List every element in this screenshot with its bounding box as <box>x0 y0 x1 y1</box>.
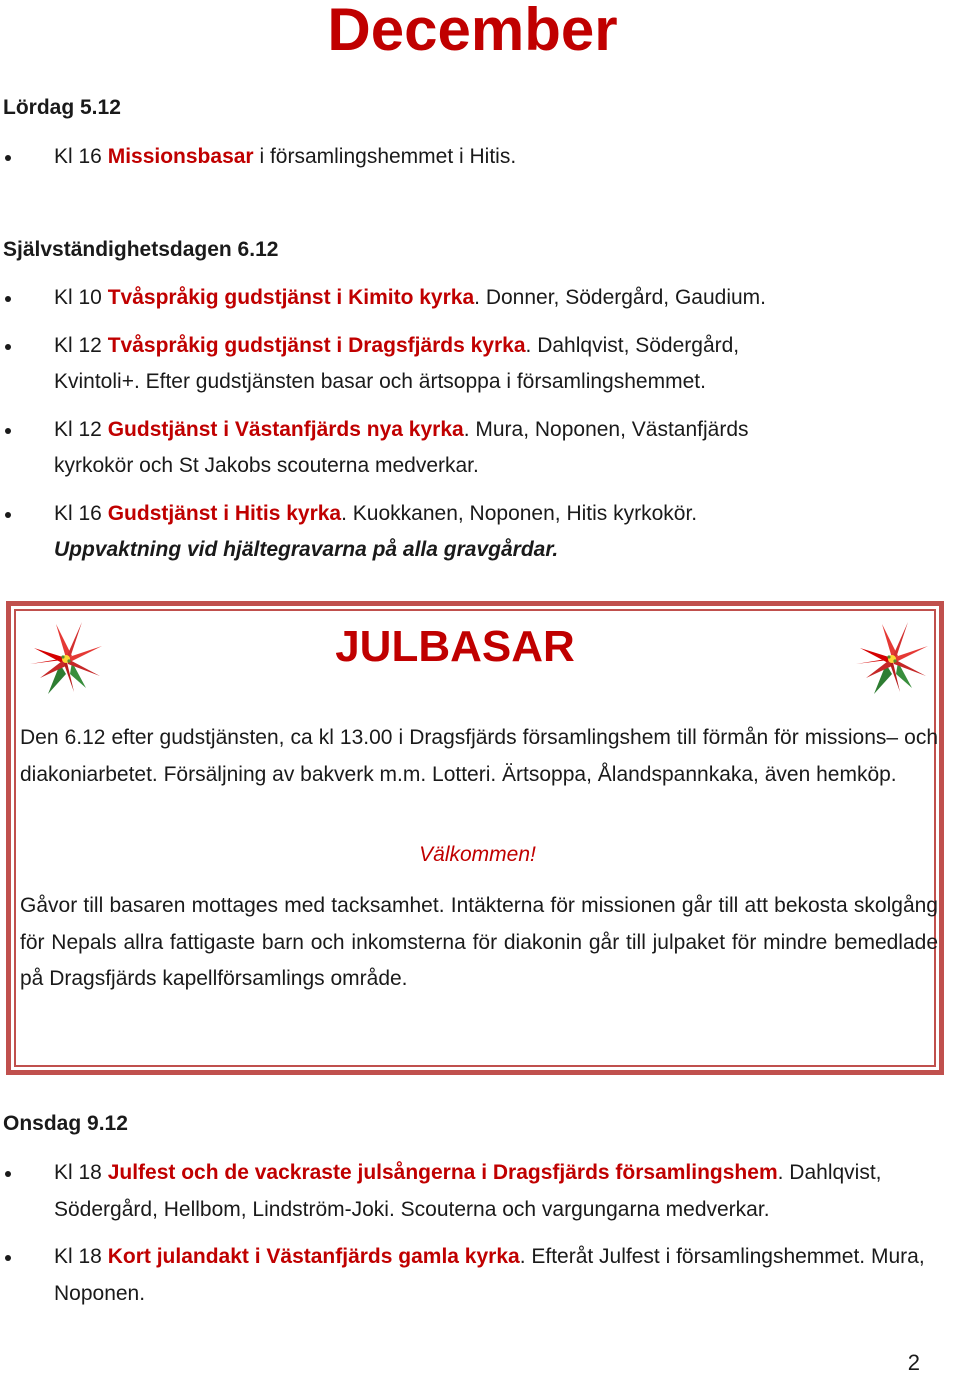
event-time: Kl 16 <box>54 501 108 525</box>
event-time: Kl 12 <box>54 333 108 357</box>
event-item <box>0 280 934 317</box>
event-details: . Donner, Södergård, Gaudium. <box>474 286 766 309</box>
event-details: . Mura, Noponen, Västanfjärds kyrkokör och St Jakobs scouterna medverkar. <box>54 417 749 477</box>
bullet-icon <box>5 512 11 518</box>
bullet-icon <box>5 344 11 350</box>
event-item <box>0 1155 934 1228</box>
julbasar-box <box>6 601 944 1075</box>
event-item <box>0 328 784 401</box>
event-item <box>0 412 814 485</box>
event-time: Kl 12 <box>54 417 108 441</box>
event-item <box>0 496 934 569</box>
event-title: Kort julandakt i Västanfjärds gamla kyrka <box>107 1245 520 1268</box>
day-heading-lordag: Lördag 5.12 <box>3 96 121 119</box>
event-details: . Kuokkanen, Noponen, Hitis kyrkokör. <box>341 501 698 525</box>
event-details: . Efteråt Julfest i församlingshemmet. Mura, Noponen. <box>54 1245 925 1305</box>
event-time: Kl 16 <box>54 145 108 168</box>
event-list-lordag <box>0 139 934 187</box>
event-time: Kl 18 <box>54 1161 108 1184</box>
event-title: Tvåspråkig gudstjänst i Kimito kyrka <box>107 286 475 309</box>
event-note: Uppvaktning vid hjältegravarna på alla gravgårdar. <box>54 538 559 561</box>
bullet-icon <box>5 428 11 434</box>
event-item <box>0 1239 934 1312</box>
julbasar-donations: Gåvor till basaren mottages med tacksamhet. Intäkterna för missionen går till att bekosta skolgång för Nepals allra fattigaste barn och inkomsterna för diakonin går till julpaket för mindre bemedlade på Dragsfjärds kapellförsamlings område. <box>20 894 938 990</box>
event-title: Gudstjänst i Västanfjärds nya kyrka <box>107 417 464 441</box>
bullet-icon <box>5 1171 11 1177</box>
bullet-icon <box>5 296 11 302</box>
event-details: i församlingshemmet i Hitis. <box>253 145 517 168</box>
event-details: . Dahlqvist, Södergård, Hellbom, Lindström-Joki. Scouterna och vargungarna medverkar. <box>54 1161 882 1221</box>
event-time: Kl 18 <box>54 1245 108 1268</box>
julbasar-title: JULBASAR <box>335 622 575 671</box>
day-heading-onsdag: Onsdag 9.12 <box>3 1112 128 1135</box>
bullet-icon <box>5 155 11 161</box>
julbasar-info: Den 6.12 efter gudstjänsten, ca kl 13.00 i Dragsfjärds församlingshem till förmån för missions– och diakoniarbetet. Försäljning av bakverk m.m. Lotteri. Ärtsoppa, Ålandspannkaka, även hemköp. <box>20 726 938 786</box>
event-title: Julfest och de vackraste julsångerna i Dragsfjärds församlingshem <box>107 1161 778 1184</box>
event-title: Missionsbasar <box>107 145 254 168</box>
event-time: Kl 10 <box>54 286 108 309</box>
event-title: Gudstjänst i Hitis kyrka <box>107 501 342 525</box>
page-title: December <box>327 0 618 63</box>
event-title: Tvåspråkig gudstjänst i Dragsfjärds kyrka <box>107 333 526 357</box>
event-details: . Dahlqvist, Södergård, Kvintoli+. Efter gudstjänsten basar och ärtsoppa i församlingshemmet. <box>54 333 740 393</box>
day-heading-sjalv: Självständighetsdagen 6.12 <box>3 238 279 261</box>
event-item <box>0 139 934 176</box>
event-list-onsdag <box>0 1155 934 1323</box>
bullet-icon <box>5 1255 11 1261</box>
event-list-sjalv <box>0 280 934 580</box>
welcome-text: Välkommen! <box>419 843 536 866</box>
page-number: 2 <box>907 1350 920 1375</box>
